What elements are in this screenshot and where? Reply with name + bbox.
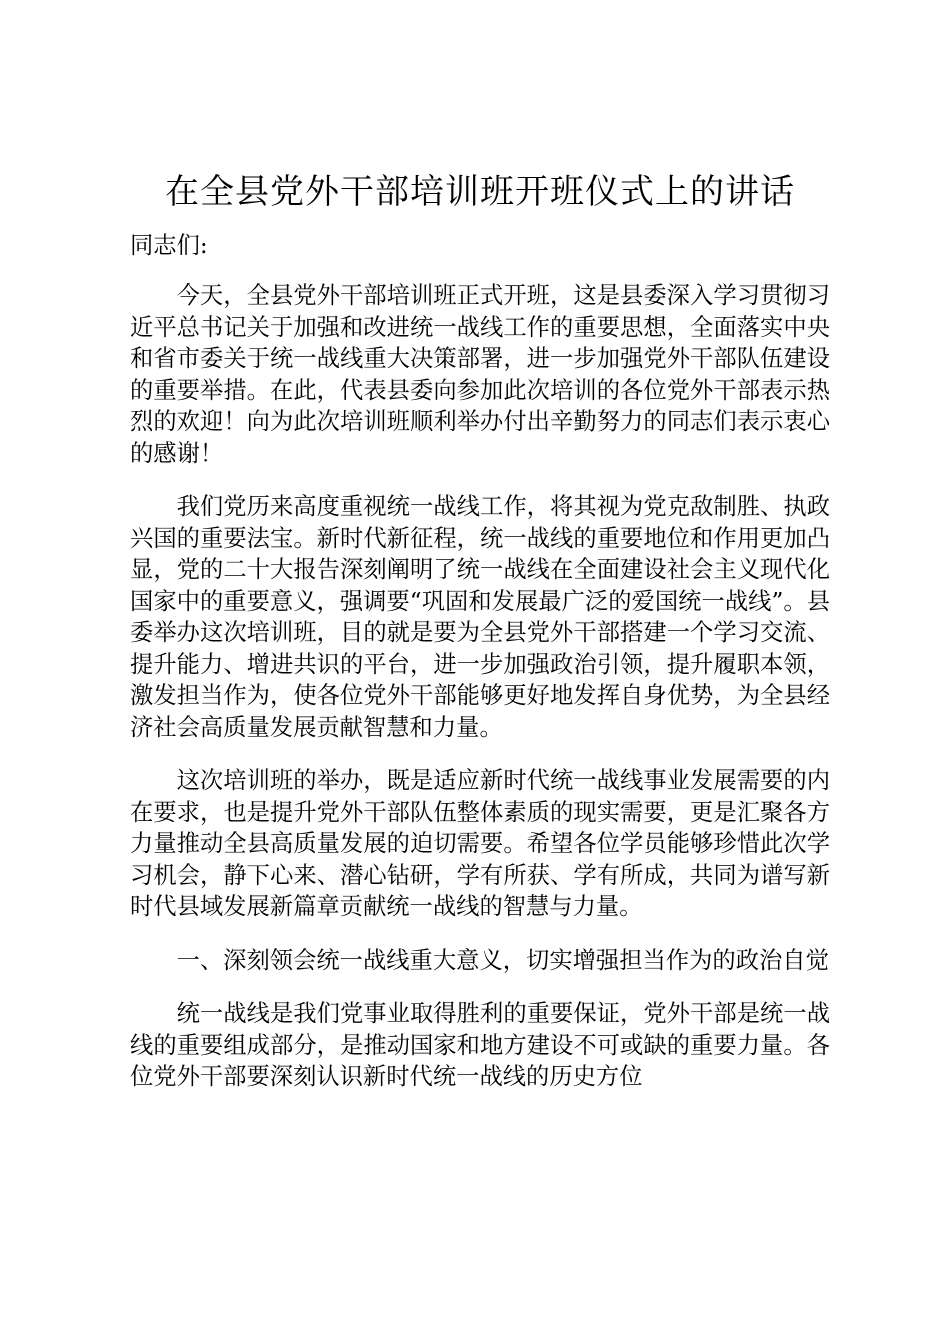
paragraph-section-1-body: 统一战线是我们党事业取得胜利的重要保证，党外干部是统一战线的重要组成部分，是推动国家和地方建设不可或缺的重要力量。各位党外干部要深刻认识新时代统一战线的历史方位 xyxy=(130,1000,830,1090)
salutation: 同志们: xyxy=(130,232,208,259)
section-heading-1: 一、深刻领会统一战线重大意义，切实增强担当作为的政治自觉 xyxy=(176,946,829,974)
paragraph-united-front-importance: 我们党历来高度重视统一战线工作，将其视为党克敌制胜、执政兴国的重要法宝。新时代新征程，统一战线的重要地位和作用更加凸显，党的二十大报告深刻阐明了统一战线在全面建设社会主义现代化国家中的重要意义，强调要“巩固和发展最广泛的爱国统一战线”。县委举办这次培训班，目的就是要为全县党外干部搭建一个学习交流、提升能力、增进共识的平台，进一步加强政治引领，提升履职本领，激发担当作为，使各位党外干部能够更好地发挥自身优势，为全县经济社会高质量发展贡献智慧和力量。 xyxy=(130,493,830,741)
document-title: 在全县党外干部培训班开班仪式上的讲话 xyxy=(165,172,795,212)
paragraph-training-purpose: 这次培训班的举办，既是适应新时代统一战线事业发展需要的内在要求，也是提升党外干部队伍整体素质的现实需要，更是汇聚各方力量推动全县高质量发展的迫切需要。希望各位学员能够珍惜此次学习机会，静下心来、潜心钻研，学有所获、学有所成，共同为谱写新时代县域发展新篇章贡献统一战线的智慧与力量。 xyxy=(130,767,830,920)
document-page xyxy=(130,168,830,1115)
paragraph-intro: 今天，全县党外干部培训班正式开班，这是县委深入学习贯彻习近平总书记关于加强和改进统一战线工作的重要思想，全面落实中央和省市委关于统一战线重大决策部署，进一步加强党外干部队伍建设的重要举措。在此，代表县委向参加此次培训的各位党外干部表示热烈的欢迎！向为此次培训班顺利举办付出辛勤努力的同志们表示衷心的感谢！ xyxy=(130,282,830,467)
